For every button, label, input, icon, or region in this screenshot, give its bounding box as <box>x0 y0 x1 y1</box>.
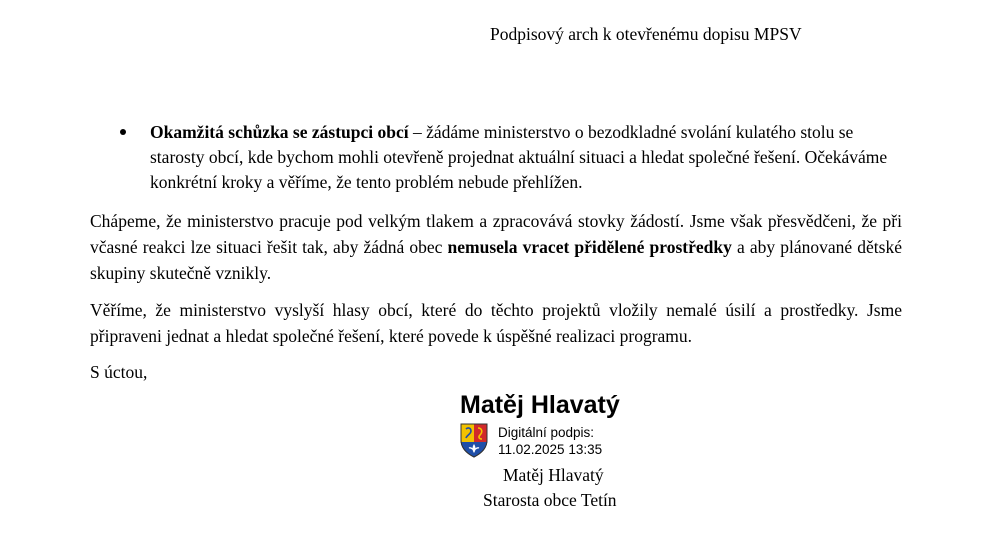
coat-of-arms-icon <box>459 422 489 458</box>
bullet-dot-icon <box>120 129 126 135</box>
digital-signature-datetime: 11.02.2025 13:35 <box>498 442 603 457</box>
signer-name: Matěj Hlavatý <box>503 465 604 485</box>
bullet-text <box>150 120 902 195</box>
paragraph-belief: Věříme, že ministerstvo vyslyší hlasy obcí, které do těchto projektů vložily nemalé úsilí a prostředky. Jsme připraveni jednat a hledat společné řešení, které povede k úspěšné realizaci programu. <box>90 300 902 346</box>
paragraph-ministry-pressure <box>90 208 902 286</box>
paragraph1-bold: nemusela vracet přidělené prostředky <box>447 237 732 257</box>
closing-salutation: S úctou, <box>90 362 148 382</box>
bullet-body: – žádáme ministerstvo o bezodkladné svolání kulatého stolu se starosty obcí, kde bychom mohli otevřeně projednat aktuální situaci a hledat společné řešení. Očekáváme konkrétní kroky a věříme, že tento problém nebude přehlížen. <box>150 122 888 192</box>
signer-role: Starosta obce Tetín <box>483 490 617 510</box>
paragraph1-text-after: a aby plánované dětské skupiny skutečně vznikly. <box>90 237 902 283</box>
document-header-title: Podpisový arch k otevřenému dopisu MPSV <box>490 24 802 44</box>
bullet-item <box>90 120 902 195</box>
bullet-bold-lead: Okamžitá schůzka se zástupci obcí <box>150 122 409 142</box>
digital-signature-label: Digitální podpis: <box>498 425 595 440</box>
digital-signature-name: Matěj Hlavatý <box>460 391 620 419</box>
paragraph1-text-before: Chápeme, že ministerstvo pracuje pod velkým tlakem a zpracovává stovky žádostí. Jsme však přesvědčeni, že při včasné reakci lze situaci řešit tak, aby žádná obec <box>90 211 902 257</box>
